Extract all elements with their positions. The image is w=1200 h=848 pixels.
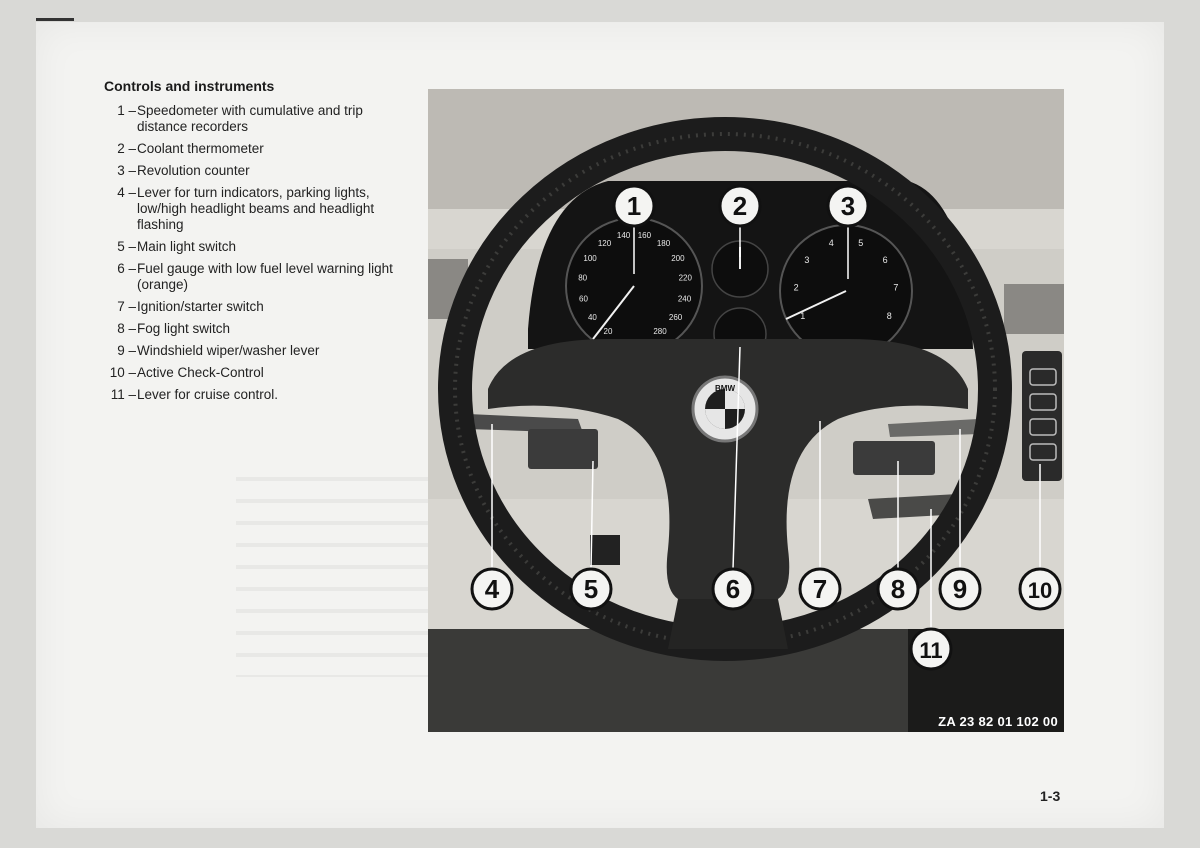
item-text: Fog light switch xyxy=(137,321,231,336)
photo-illustration xyxy=(428,89,1064,732)
item-number: 11 – xyxy=(110,387,136,402)
item-text: Revolution counter xyxy=(137,163,250,178)
tick-label: 8 xyxy=(886,311,892,321)
callout-2 xyxy=(720,186,760,226)
item-number: 6 – xyxy=(117,261,136,276)
callout-4 xyxy=(472,569,512,609)
item-number: 4 – xyxy=(117,185,136,200)
callout-label: 5 xyxy=(583,574,599,604)
callout-label: 2 xyxy=(732,191,748,221)
list-item xyxy=(100,321,410,337)
main-light-switch-panel xyxy=(528,429,598,469)
tick-label: 160 xyxy=(637,231,652,241)
item-number: 10 – xyxy=(109,365,136,380)
tick-label: 4 xyxy=(828,238,834,249)
list-item xyxy=(100,163,410,179)
item-number: 2 – xyxy=(117,141,136,156)
tick-label: 240 xyxy=(677,294,692,304)
right-air-vent xyxy=(1004,284,1064,334)
item-text: Main light switch xyxy=(137,239,237,254)
tick-label: 140 xyxy=(616,231,631,241)
list-item xyxy=(100,343,410,359)
section-title: Controls and instruments xyxy=(104,78,275,94)
callout-label: 8 xyxy=(890,574,906,604)
item-number: 5 – xyxy=(117,239,136,254)
list-item xyxy=(100,299,410,315)
steering-wheel-photo xyxy=(428,89,1064,732)
list-item xyxy=(100,239,410,255)
item-number: 3 – xyxy=(117,163,136,178)
tick-label: 7 xyxy=(893,282,899,293)
list-item xyxy=(100,365,410,381)
callout-5 xyxy=(571,569,611,609)
tick-label: 80 xyxy=(578,273,588,283)
callout-label: 6 xyxy=(725,574,741,604)
tick-label: 40 xyxy=(587,313,597,323)
list-item xyxy=(100,387,410,403)
callout-8 xyxy=(878,569,918,609)
item-number: 1 – xyxy=(117,103,136,118)
tick-label: 6 xyxy=(882,254,888,265)
item-number: 8 – xyxy=(117,321,136,336)
item-text: Fuel gauge with low fuel level warning light (orange) xyxy=(137,261,393,292)
figure-reference-code: ZA 23 82 01 102 00 xyxy=(938,714,1058,729)
item-text: Ignition/starter switch xyxy=(137,299,264,314)
tick-label: 200 xyxy=(671,254,685,264)
callout-10 xyxy=(1020,569,1060,609)
callout-label: 3 xyxy=(840,191,856,221)
callout-label: 4 xyxy=(484,574,500,604)
list-item xyxy=(100,141,410,157)
bmw-logo-text: BMW xyxy=(715,384,735,393)
fog-light-switch-panel xyxy=(853,441,935,475)
tick-label: 60 xyxy=(579,294,588,304)
item-text: Lever for turn indicators, parking lights, low/high headlight beams and headlight flashing xyxy=(137,185,375,232)
callout-11 xyxy=(911,629,951,669)
callout-7 xyxy=(800,569,840,609)
callout-label: 10 xyxy=(1027,578,1053,603)
lower-switch xyxy=(590,535,620,565)
item-number: 7 – xyxy=(117,299,136,314)
item-text: Coolant thermometer xyxy=(137,141,264,156)
list-item xyxy=(100,185,410,233)
show-through-text xyxy=(236,477,456,677)
tick-label: 5 xyxy=(858,238,864,249)
callout-3 xyxy=(828,186,868,226)
tick-label: 120 xyxy=(597,239,612,249)
tick-label: 2 xyxy=(793,282,799,293)
list-item xyxy=(100,103,410,135)
tick-label: 1 xyxy=(800,311,806,321)
callout-label: 7 xyxy=(812,574,828,604)
tick-label: 3 xyxy=(804,254,810,265)
tick-label: 180 xyxy=(656,239,671,249)
callout-6 xyxy=(713,569,753,609)
item-text: Windshield wiper/washer lever xyxy=(137,343,320,358)
callout-label: 11 xyxy=(919,638,943,663)
item-text: Active Check-Control xyxy=(137,365,264,380)
page-number: 1-3 xyxy=(1040,788,1061,804)
binding-mark xyxy=(36,18,74,21)
tick-label: 100 xyxy=(583,254,597,264)
list-item xyxy=(100,261,410,293)
tick-label: 220 xyxy=(678,273,692,283)
tick-label: 280 xyxy=(653,327,667,336)
tick-label: 260 xyxy=(668,313,683,323)
callout-label: 9 xyxy=(952,574,968,604)
callout-9 xyxy=(940,569,980,609)
controls-list xyxy=(100,103,410,409)
item-text: Speedometer with cumulative and trip distance recorders xyxy=(137,103,363,134)
tick-label: 20 xyxy=(603,327,613,336)
callout-1 xyxy=(614,186,654,226)
callout-label: 1 xyxy=(626,191,642,221)
item-number: 9 – xyxy=(117,343,136,358)
item-text: Lever for cruise control. xyxy=(137,387,279,402)
